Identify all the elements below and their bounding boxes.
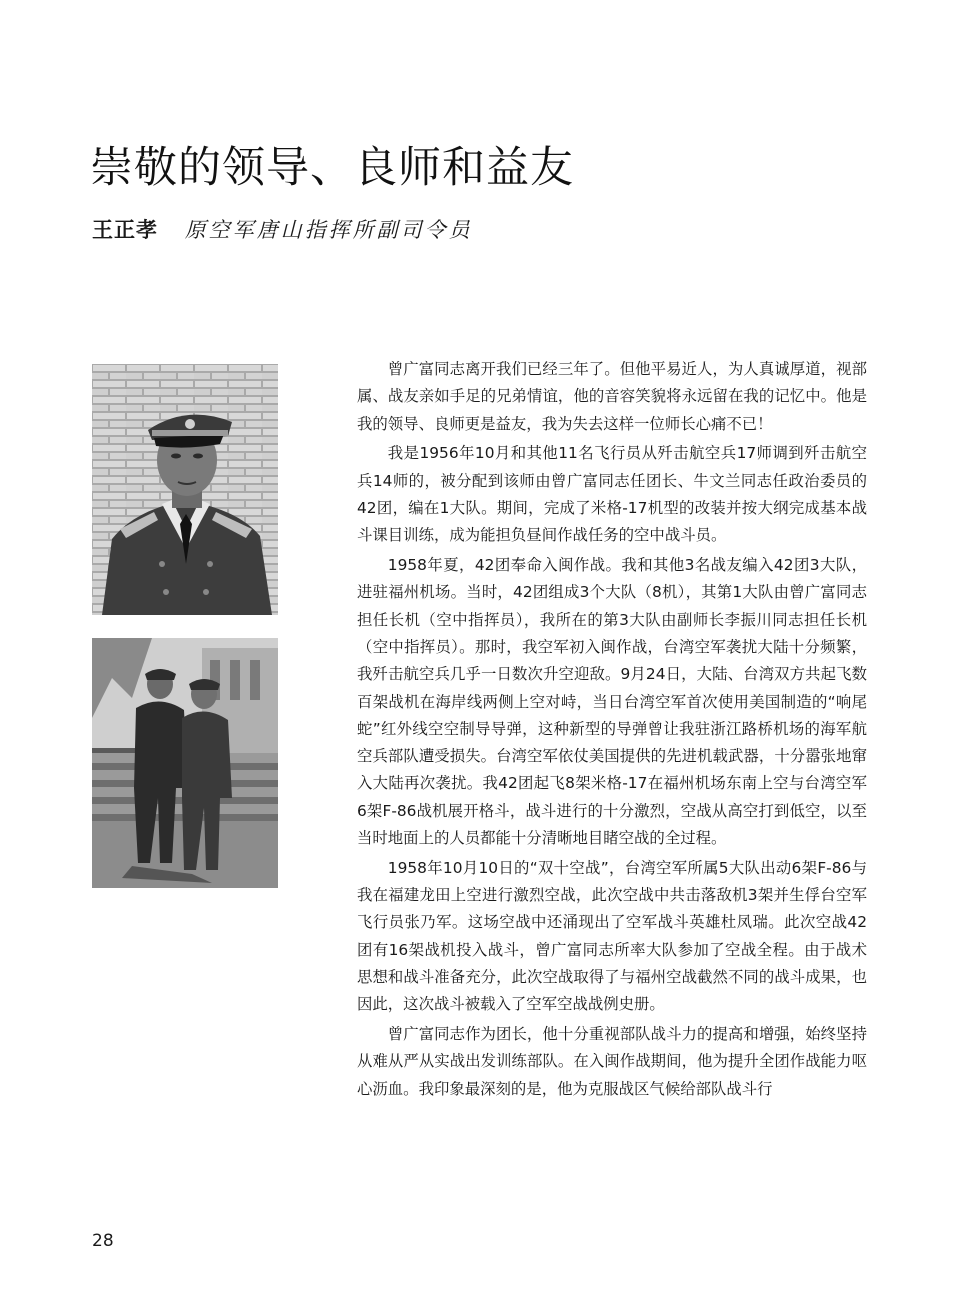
body-paragraph: 1958年10月10日的“双十空战”，台湾空军所属5大队出动6架F-86与我在福建龙田上空进行激烈空战，此次空战中共击落敌机3架并生俘台空军飞行员张乃军。这场空战中还涌现出了空军战斗英雄杜凤瑞。此次空战42团有16架战机投入战斗，曾广富同志所率大队参加了空战全程。由于战术思想和战斗准备充分，此次空战取得了与福州空战截然不同的战斗成果，也因此，这次战斗被载入了空军空战战例史册。 xyxy=(357,858,867,1014)
article-body xyxy=(357,356,867,1106)
portrait-photo xyxy=(92,364,278,615)
body-paragraph: 曾广富同志离开我们已经三年了。但他平易近人，为人真诚厚道，视部属、战友亲如手足的兄弟情谊，他的音容笑貌将永远留在我的记忆中。他是我的领导、良师更是益友，我为失去这样一位师长心痛不已！ xyxy=(357,360,867,433)
author-name: 王正孝 xyxy=(92,218,158,242)
author-role: 原空军唐山指挥所副司令员 xyxy=(184,218,473,242)
body-paragraph: 1958年夏，42团奉命入闽作战。我和其他3名战友编入42团3大队，进驻福州机场。当时，42团组成3个大队（8机），其第1大队由曾广富同志担任长机（空中指挥员），我所在的第3大队由副师长李振川同志担任长机（空中指挥员）。那时，我空军初入闽作战，台湾空军袭扰大陆十分频繁，我歼击航空兵几乎一日数次升空迎敌。9月24日，大陆、台湾双方共起飞数百架战机在海岸线两侧上空对峙，当日台湾空军首次使用美国制造的“响尾蛇”红外线空空制导导弹，这种新型的导弹曾让我驻浙江路桥机场的海军航空兵部队遭受损失。台湾空军依仗美国提供的先进机载武器，十分嚣张地窜入大陆再次袭扰。我42团起飞8架米格-17在福州机场东南上空与台湾空军6架F-86战机展开格斗，战斗进行的十分激烈，空战从高空打到低空，以至当时地面上的人员都能十分清晰地目睹空战的全过程。 xyxy=(357,556,867,848)
byline xyxy=(92,214,473,244)
body-paragraph: 我是1956年10月和其他11名飞行员从歼击航空兵17师调到歼击航空兵14师的，被分配到该师由曾广富同志任团长、牛文兰同志任政治委员的42团，编在1大队。期间，完成了米格-17机型的改装并按大纲完成基本战斗课目训练，成为能担负昼间作战任务的空中战斗员。 xyxy=(357,444,867,545)
page-number: 28 xyxy=(92,1231,114,1251)
article-title: 崇敬的领导、良师和益友 xyxy=(90,143,574,193)
body-paragraph: 曾广富同志作为团长，他十分重视部队战斗力的提高和增强，始终坚持从难从严从实战出发训练部队。在入闽作战期间，他为提升全团作战能力呕心沥血。我印象最深刻的是，他为克服战区气候给部队战斗行 xyxy=(357,1025,867,1098)
two-men-photo xyxy=(92,638,278,888)
